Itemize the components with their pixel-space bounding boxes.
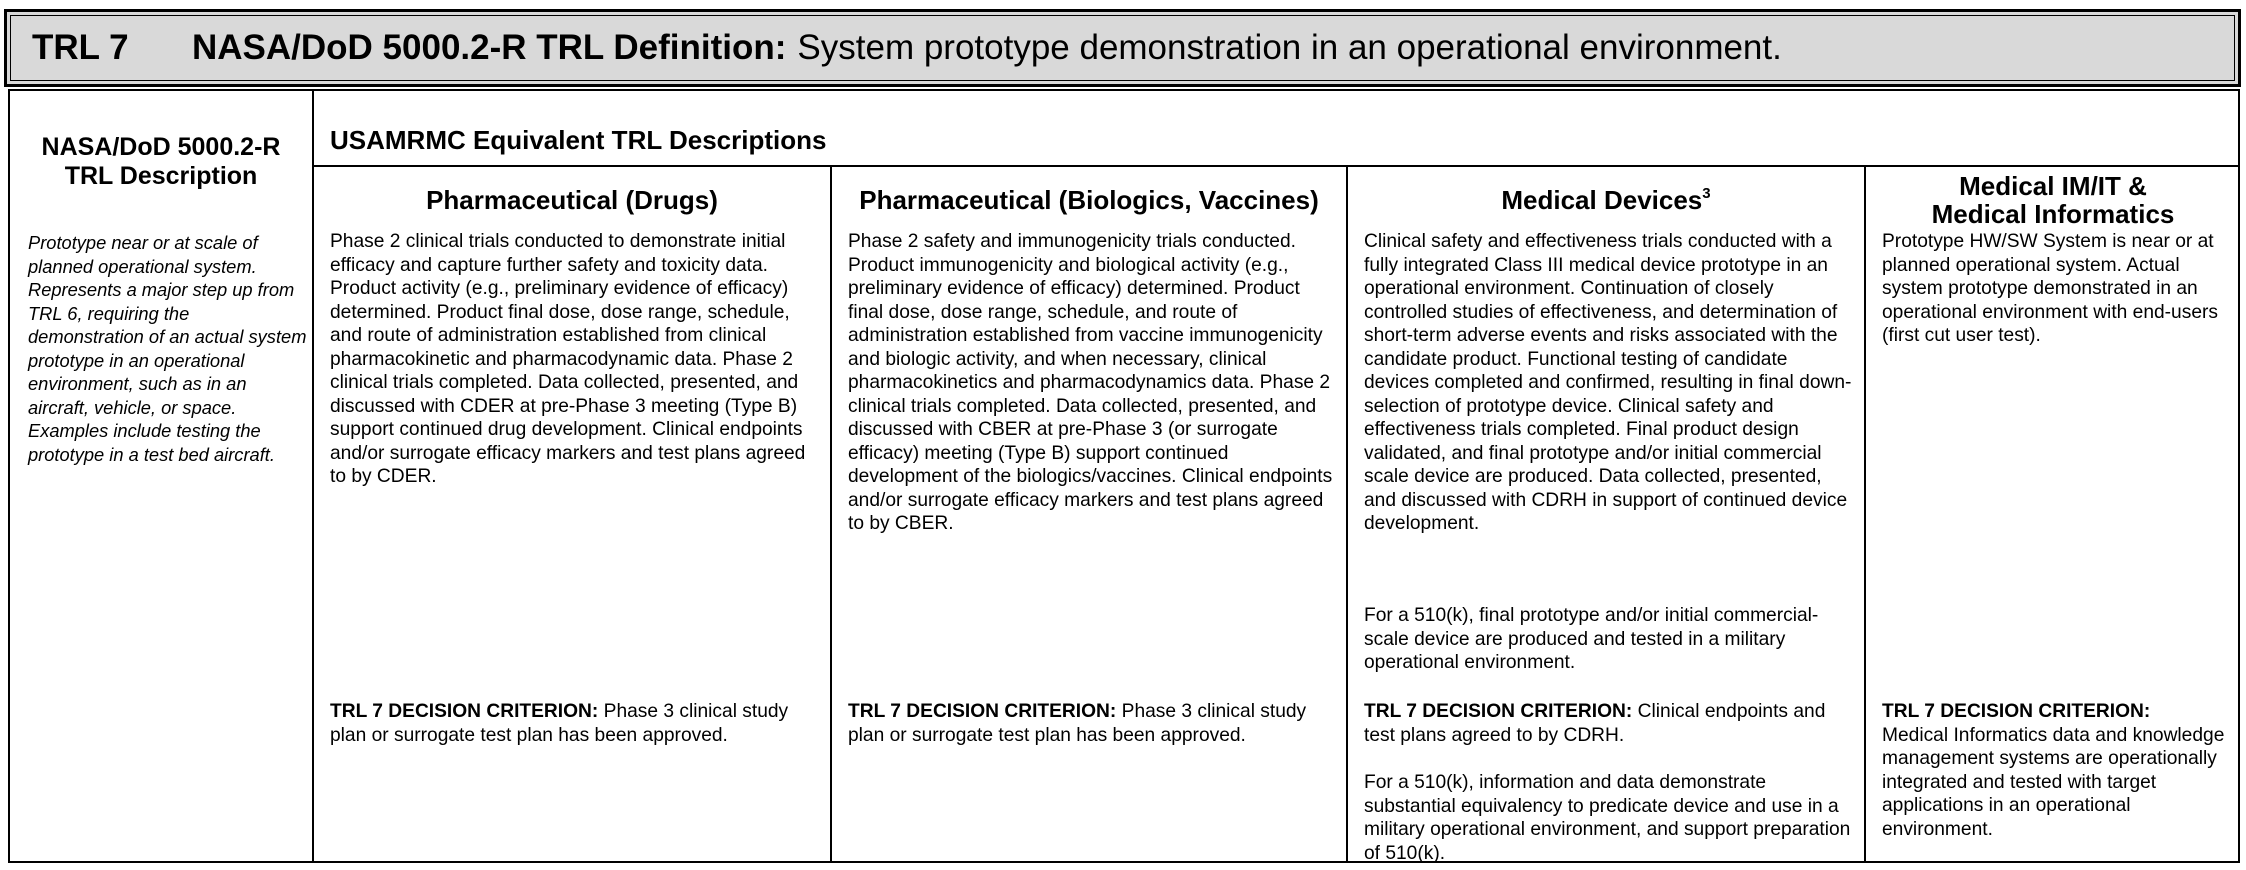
- header-informatics-line2: Medical Informatics: [1931, 199, 2175, 229]
- definition-text: System prototype demonstration in an operational environment.: [797, 28, 1782, 67]
- devices-description: Clinical safety and effectiveness trials conducted with a fully integrated Class III medical device prototype in an operational environment. Continuation of closely controlled studies of effectiveness, and determination of short-term adverse events and risks associated with the candidate product. Functional testing of candidate devices completed and confirmed, resulting in final down-selection of prototype device. Clinical safety and effectiveness trials completed. Final product design validated, and final prototype and/or initial commercial scale device are produced. Data collected, presented, and discussed with CDRH in support of continued device development.: [1364, 231, 1852, 534]
- header-devices-text: Medical Devices: [1501, 185, 1703, 215]
- left-header-line2: TRL Description: [64, 162, 258, 190]
- biologics-description: Phase 2 safety and immunogenicity trials conducted. Product immunogenicity and biological activity (e.g., preliminary evidence of efficacy) determined. Product final dose, dose range, schedule, and route of administration established from vaccine immunogenicity and biologic activity, and when necessary, clinical pharmacokinetics and pharmacodynamics data. Phase 2 clinical trials completed. Data collected, presented, and discussed with CBER at pre-Phase 3 (or surrogate efficacy) meeting (Type B) support continued development of the biologics/vaccines. Clinical endpoints and/or surrogate efficacy markers and test plans agreed to by CBER.: [848, 231, 1333, 534]
- biologics-criterion: [848, 700, 1338, 747]
- header-devices: [1348, 167, 1864, 233]
- biologics-criterion-label: TRL 7 DECISION CRITERION:: [848, 701, 1117, 722]
- drugs-criterion-text: Phase 3 clinical study plan or surrogate test plan has been approved.: [330, 701, 789, 746]
- usamrmc-header: USAMRMC Equivalent TRL Descriptions: [330, 125, 827, 155]
- informatics-criterion: [1882, 700, 2232, 841]
- header-biologics-text: Pharmaceutical (Biologics, Vaccines): [859, 185, 1319, 215]
- left-column-header: [10, 91, 312, 233]
- header-devices-line: [1501, 186, 1710, 214]
- divider-col-devices: [1864, 165, 1866, 863]
- devices-criterion-text: Clinical endpoints and test plans agreed to by CDRH.: [1364, 701, 1826, 746]
- header-biologics: [832, 167, 1346, 233]
- divider-col-drugs: [830, 165, 832, 863]
- header-informatics: [1866, 167, 2240, 233]
- drugs-description: Phase 2 clinical trials conducted to demonstrate initial efficacy and capture further safety and toxicity data. Product activity (e.g., preliminary evidence of efficacy) determined. Product final dose, dose range, schedule, and route of administration established from clinical pharmacokinetic and pharmacodynamic data. Phase 2 clinical trials completed. Data collected, presented, and discussed with CDER at pre-Phase 3 meeting (Type B) support continued drug development. Clinical endpoints and/or surrogate efficacy markers and test plans agreed to by CDER.: [330, 231, 806, 487]
- header-drugs-text: Pharmaceutical (Drugs): [426, 185, 718, 215]
- informatics-criterion-text: Medical Informatics data and knowledge management systems are operationally integrated and tested with target applications in an operational environment.: [1882, 724, 2225, 840]
- devices-criterion: [1364, 700, 1856, 747]
- informatics-description: Prototype HW/SW System is near or at planned operational system. Actual system prototype demonstrated in an operational environment with end-users (first cut user test).: [1882, 231, 2218, 346]
- definition-label: NASA/DoD 5000.2-R TRL Definition:: [192, 28, 787, 67]
- title-bar: [4, 9, 2241, 87]
- drugs-criterion-label: TRL 7 DECISION CRITERION:: [330, 701, 599, 722]
- drugs-criterion: [330, 700, 822, 747]
- divider-col-biologics: [1346, 165, 1348, 863]
- header-drugs: [314, 167, 830, 233]
- header-informatics-line1: Medical IM/IT &: [1959, 171, 2147, 201]
- title-bar-inner: [10, 15, 2235, 81]
- biologics-criterion-text: Phase 3 clinical study plan or surrogate test plan has been approved.: [848, 701, 1307, 746]
- trl-level: TRL 7: [32, 28, 129, 67]
- devices-510k-description: For a 510(k), final prototype and/or initial commercial-scale device are produced and tested in a military operational environment.: [1364, 605, 1819, 673]
- footnote-marker: 3: [1702, 185, 1711, 202]
- devices-510k-criterion: For a 510(k), information and data demonstrate substantial equivalency to predicate device and use in a military operational environment, and support preparation of 510(k).: [1364, 772, 1851, 864]
- left-column-description: Prototype near or at scale of planned operational system. Represents a major step up from TRL 6, requiring the demonstration of an actual system prototype in an operational environment, such as in an aircraft, vehicle, or space. Examples include testing the prototype in a test bed aircraft.: [28, 232, 307, 465]
- left-header-line1: NASA/DoD 5000.2-R: [41, 133, 281, 161]
- informatics-criterion-label: TRL 7 DECISION CRITERION:: [1882, 701, 2151, 722]
- devices-criterion-label: TRL 7 DECISION CRITERION:: [1364, 701, 1633, 722]
- trl-table: [8, 89, 2240, 863]
